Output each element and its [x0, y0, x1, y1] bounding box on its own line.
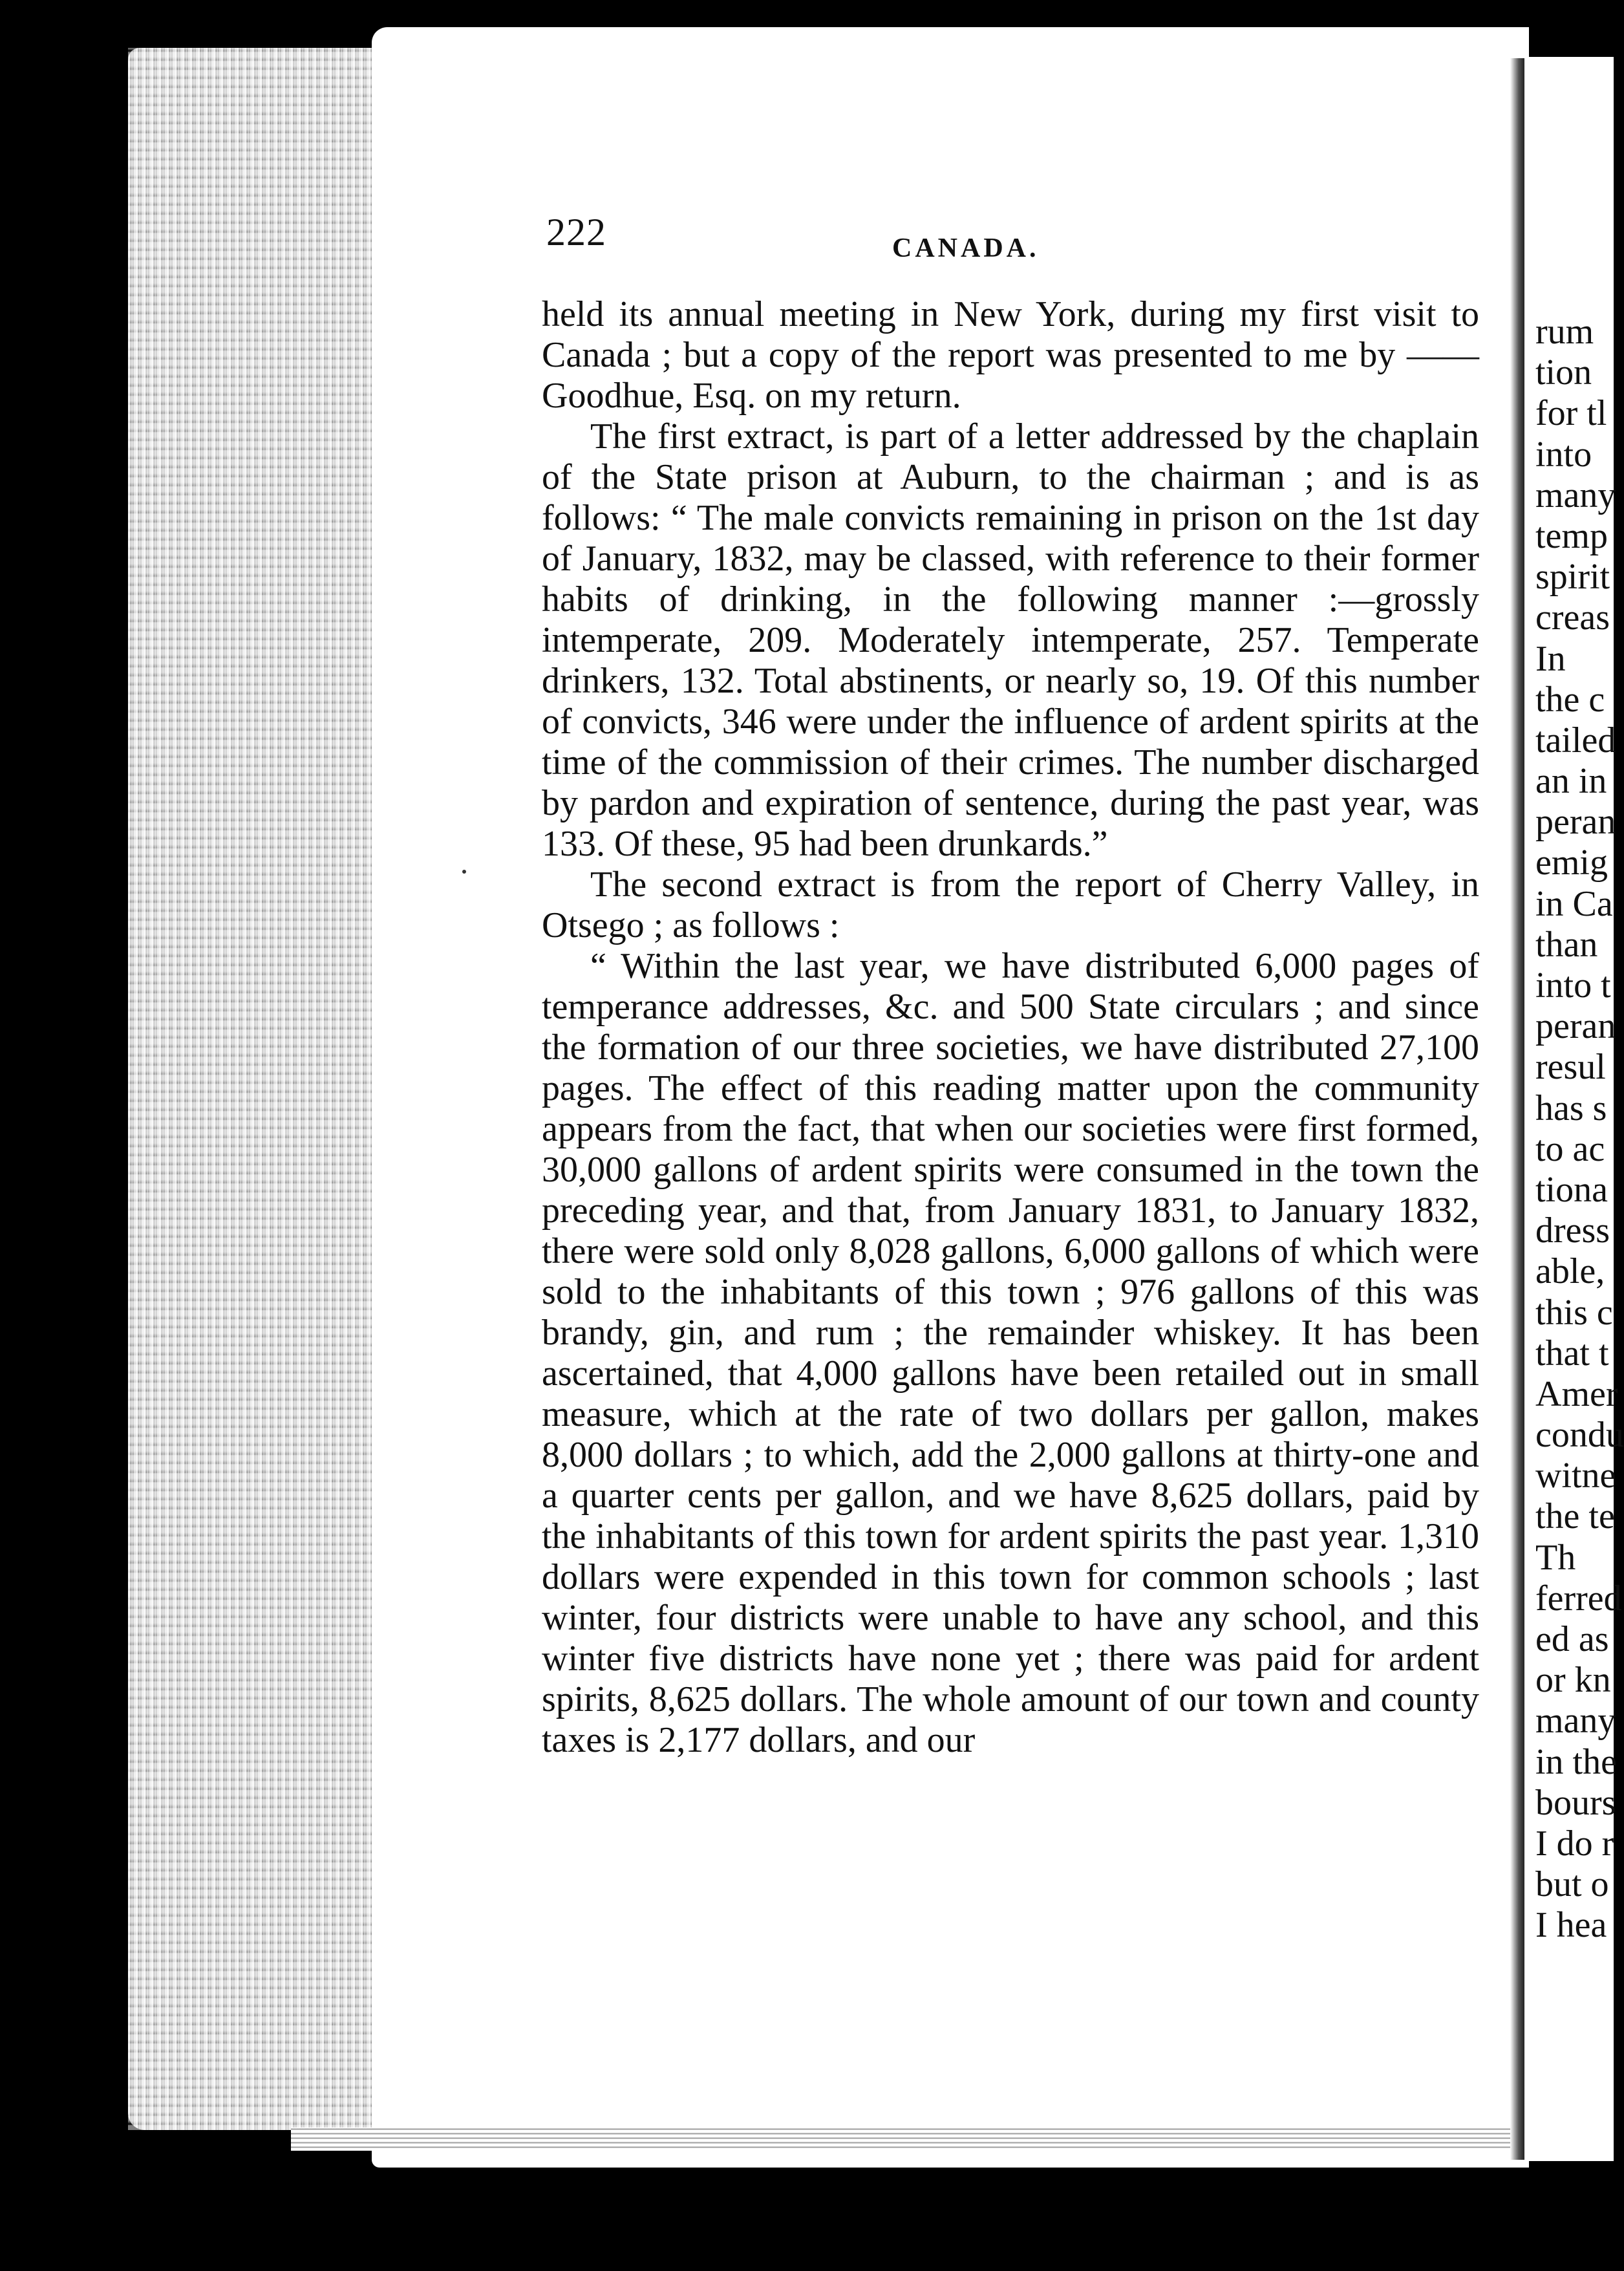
paragraph: “ Within the last year, we have distributed 6,000 pages of temperance addresses, &c. and 500 State circulars ; and since the formation of our three societies, we have distributed 27,100 pages. The effect of this reading matter upon the community appears from the fact, that when our societies were first formed, 30,000 gallons of ardent spirits were consumed in the town the preceding year, and that, from January 1831, to January 1832, there were sold only 8,028 gallons, 6,000 gallons of which were sold to the inhabitants of this town ; 976 gallons of this was brandy, gin, and rum ; the remainder whiskey. It has been ascertained, that 4,000 gallons have been retailed out in small measure, which at the rate of two dollars per gallon, makes 8,000 dollars ; to which, add the 2,000 gallons at thirty-one and a quarter cents per gallon, and we have 8,625 dollars, paid by the inhabitants of this town for ardent spirits the past year. 1,310 dollars were expended in this town for common schools ; last winter, four districts were unable to have any school, and this winter five districts have none yet ; there was paid for ardent spirits, 8,625 dollars. The whole amount of our town and county taxes is 2,177 dollars, and our — [542, 946, 1479, 1760]
facing-page-line: for tl — [1535, 393, 1607, 434]
facing-page-line: tailed — [1535, 720, 1616, 760]
facing-page-line: to ac — [1535, 1128, 1605, 1169]
facing-page-line: in the — [1535, 1741, 1617, 1782]
facing-page-line: this c — [1535, 1292, 1613, 1333]
facing-page-line: able, — [1535, 1251, 1605, 1292]
facing-page-line: ed as — [1535, 1619, 1609, 1659]
facing-page-line: or kn — [1535, 1660, 1611, 1701]
facing-page-line: Th — [1535, 1537, 1576, 1578]
facing-page-line: peran — [1535, 1006, 1616, 1047]
facing-page-line: but o — [1535, 1864, 1609, 1905]
facing-page-line: peran — [1535, 802, 1616, 843]
facing-page-line: tiona — [1535, 1169, 1608, 1210]
facing-page-line: that t — [1535, 1333, 1609, 1373]
facing-page-line: tion — [1535, 352, 1592, 393]
facing-page-line: the te — [1535, 1496, 1615, 1537]
facing-page-line: I hea — [1535, 1905, 1607, 1946]
facing-page-line: an in — [1535, 761, 1607, 802]
gutter-shadow — [1510, 58, 1524, 2160]
facing-page-line: temp — [1535, 515, 1608, 556]
paragraph: The second extract is from the report of Cherry Valley, in Otsego ; as follows : — [542, 865, 1479, 945]
facing-page-line: creas — [1535, 597, 1610, 638]
facing-page-line: Amer — [1535, 1373, 1618, 1414]
facing-page-line: the c — [1535, 679, 1605, 720]
facing-page-line: In — [1535, 638, 1566, 679]
page-bottom-edge — [291, 2127, 1519, 2151]
body-text — [542, 294, 1479, 1761]
facing-page-line: ferred — [1535, 1578, 1622, 1619]
facing-page-line: emig — [1535, 843, 1608, 883]
paragraph: The first extract, is part of a letter addressed by the chaplain of the State prison at Auburn, to the chairman ; and is as follows: “ The male convicts remaining in prison on the 1st day of January, 1832, may be classed, with reference to their former habits of drinking, in the following manner :—grossly intemperate, 209. Moderately intemperate, 257. Temperate drinkers, 132. Total abstinents, or nearly so, 19. Of this number of convicts, 346 were under the influence of ardent spirits at the time of the commission of their crimes. The number discharged by pardon and expiration of sentence, during the past year, was 133. Of these, 95 had been drunkards.” — [542, 416, 1479, 864]
facing-page-line: I do r — [1535, 1823, 1614, 1864]
facing-page-line: many — [1535, 475, 1616, 515]
facing-page-line: witne — [1535, 1456, 1616, 1496]
facing-page-line: spirit — [1535, 557, 1610, 597]
running-head: CANADA. — [892, 233, 1040, 263]
facing-page-line: into t — [1535, 965, 1611, 1006]
facing-page-line: rum — [1535, 312, 1594, 352]
facing-page-line: dress — [1535, 1211, 1610, 1251]
facing-page-line: in Ca — [1535, 883, 1613, 924]
facing-page-line: resul — [1535, 1047, 1606, 1088]
facing-page-line: than — [1535, 924, 1598, 965]
speck — [462, 870, 466, 874]
page-block-edge — [128, 48, 387, 2130]
facing-page-line: bours — [1535, 1782, 1616, 1823]
facing-page-text — [1535, 312, 1624, 1946]
facing-page-line: into — [1535, 434, 1592, 475]
facing-page-line: many — [1535, 1701, 1616, 1741]
facing-page-line: condu — [1535, 1415, 1624, 1456]
page-number: 222 — [546, 211, 606, 253]
paragraph: held its annual meeting in New York, during my first visit to Canada ; but a copy of the report was presented to me by —— Goodhue, Esq. on my return. — [542, 294, 1479, 416]
facing-page-line: has s — [1535, 1088, 1607, 1128]
